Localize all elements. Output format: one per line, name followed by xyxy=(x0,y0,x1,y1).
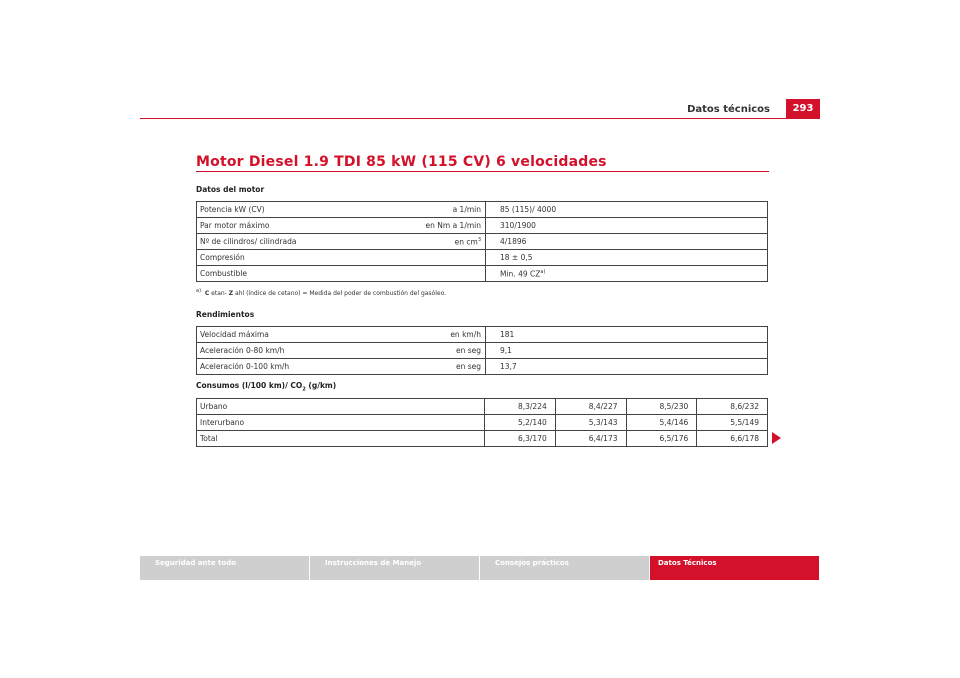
page-number: 293 xyxy=(786,99,820,119)
table-row xyxy=(197,327,768,343)
row-value: 310/1900 xyxy=(486,218,768,234)
section-title: Datos técnicos xyxy=(687,104,770,115)
row-label: Interurbano xyxy=(197,415,485,431)
cell-value: 6,4/173 xyxy=(555,431,626,447)
cell-value: 6,3/170 xyxy=(485,431,556,447)
row-value: 18 ± 0,5 xyxy=(486,250,768,266)
header-rule xyxy=(140,118,820,119)
row-value: 85 (115)/ 4000 xyxy=(486,202,768,218)
cell-value: 5,2/140 xyxy=(485,415,556,431)
table-row xyxy=(197,266,768,282)
cell-value: 5,5/149 xyxy=(697,415,768,431)
row-label: Aceleración 0-80 km/h xyxy=(197,343,379,359)
next-page-arrow-icon[interactable] xyxy=(772,432,781,444)
row-label: Par motor máximo xyxy=(197,218,379,234)
table-row xyxy=(197,399,768,415)
row-unit: en km/h xyxy=(378,327,486,343)
row-label: Aceleración 0-100 km/h xyxy=(197,359,379,375)
row-value: 4/1896 xyxy=(486,234,768,250)
cell-value: 6,6/178 xyxy=(697,431,768,447)
row-label: Compresión xyxy=(197,250,379,266)
row-label: Total xyxy=(197,431,485,447)
row-label: Urbano xyxy=(197,399,485,415)
table-row xyxy=(197,234,768,250)
consumos-table xyxy=(196,398,768,447)
motor-heading: Datos del motor xyxy=(196,185,265,194)
cell-value: 8,4/227 xyxy=(555,399,626,415)
cell-value: 8,6/232 xyxy=(697,399,768,415)
table-row xyxy=(197,415,768,431)
row-label: Velocidad máxima xyxy=(197,327,379,343)
row-unit: en Nm a 1/min xyxy=(378,218,486,234)
cell-value: 5,3/143 xyxy=(555,415,626,431)
row-label: Nº de cilindros/ cilindrada xyxy=(197,234,379,250)
cell-value: 8,5/230 xyxy=(626,399,697,415)
row-label: Potencia kW (CV) xyxy=(197,202,379,218)
title-rule xyxy=(196,171,769,172)
row-value: 181 xyxy=(486,327,768,343)
footnote: $^{a)}$ C etan- Z ahl (índice de cetano) = Medida del poder de combustión del gasóleo. xyxy=(196,288,447,297)
tab-consejos[interactable]: Consejos prácticos xyxy=(480,556,649,580)
row-unit: a 1/min xyxy=(378,202,486,218)
tab-datos-tecnicos[interactable]: Datos Técnicos xyxy=(650,556,819,580)
rendimientos-heading: Rendimientos xyxy=(196,310,255,319)
row-value: 9,1 xyxy=(486,343,768,359)
table-row xyxy=(197,359,768,375)
tab-seguridad[interactable]: Seguridad ante todo xyxy=(140,556,309,580)
cell-value: 5,4/146 xyxy=(626,415,697,431)
table-row xyxy=(197,218,768,234)
row-unit xyxy=(378,250,486,266)
cell-value: 6,5/176 xyxy=(626,431,697,447)
table-row xyxy=(197,431,768,447)
cell-value: 8,3/224 xyxy=(485,399,556,415)
row-unit: en seg xyxy=(378,343,486,359)
consumos-heading: Consumos (l/100 km)/ $CO_2$ (g/km) xyxy=(196,381,337,393)
row-unit: en $cm^3$ xyxy=(378,234,486,250)
tab-instrucciones[interactable]: Instrucciones de Manejo xyxy=(310,556,479,580)
table-row xyxy=(197,343,768,359)
row-unit: en seg xyxy=(378,359,486,375)
row-value: Min. 49 CZ$^{a)}$ xyxy=(486,266,768,282)
row-label: Combustible xyxy=(197,266,379,282)
table-row xyxy=(197,250,768,266)
motor-table xyxy=(196,201,768,282)
row-unit xyxy=(378,266,486,282)
page-title: Motor Diesel 1.9 TDI 85 kW (115 CV) 6 velocidades xyxy=(196,154,607,170)
rendimientos-table xyxy=(196,326,768,375)
row-value: 13,7 xyxy=(486,359,768,375)
table-row xyxy=(197,202,768,218)
